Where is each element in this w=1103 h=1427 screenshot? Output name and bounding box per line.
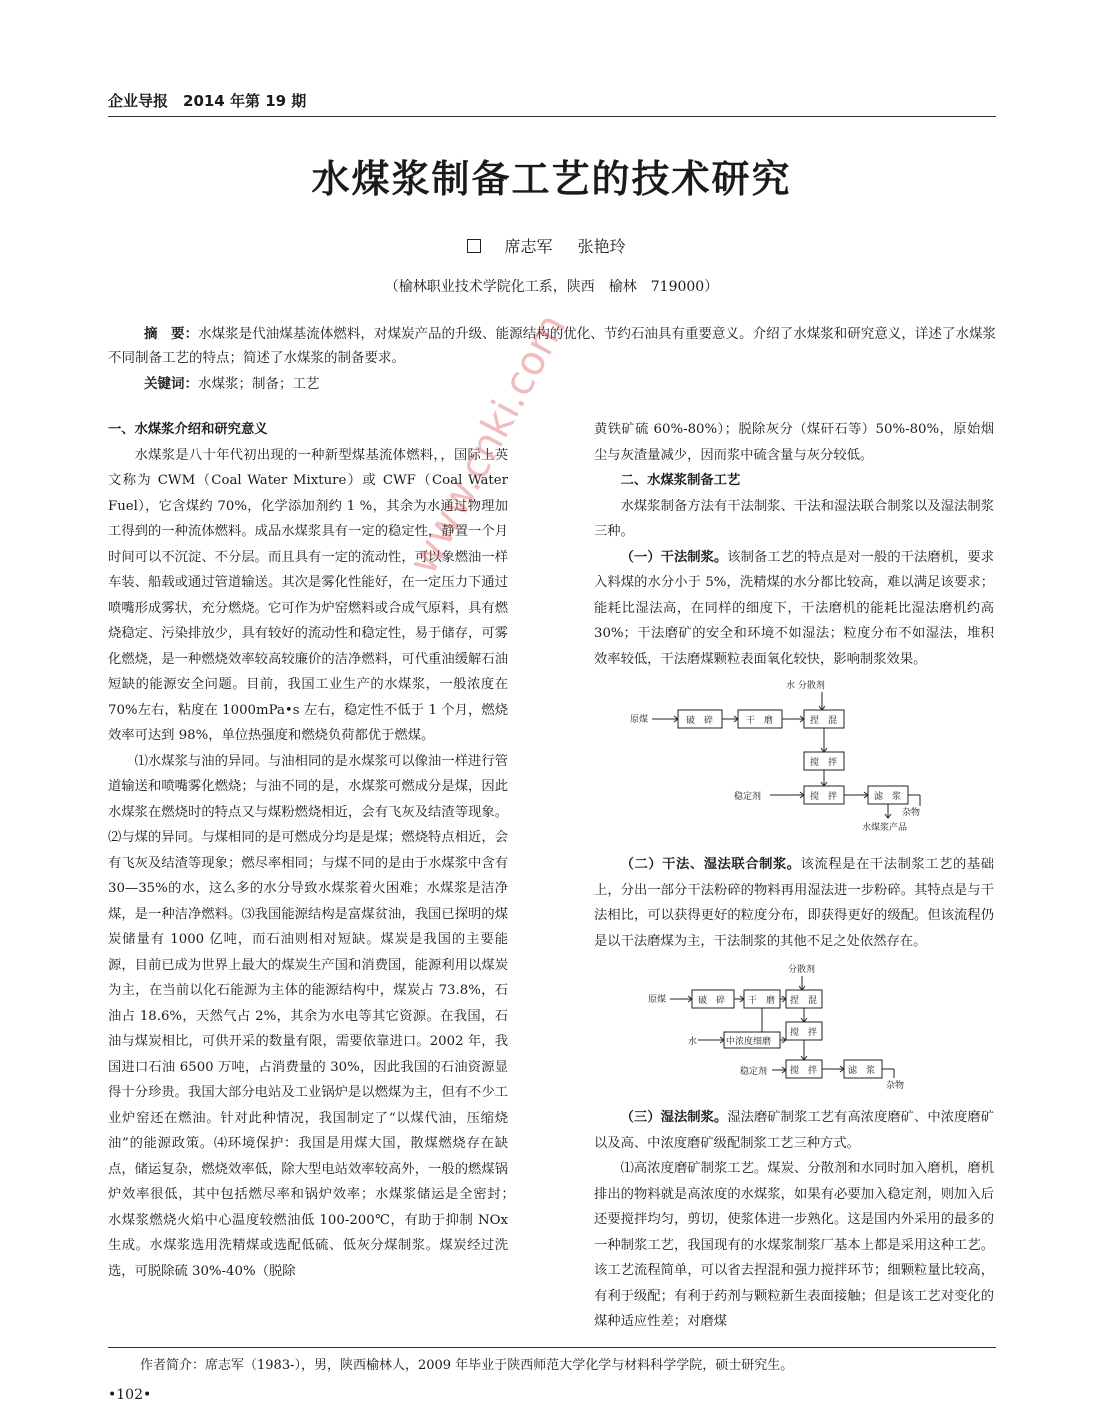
left-column bbox=[108, 417, 522, 1284]
running-head: 企业导报 2014 年第 19 期 bbox=[108, 92, 307, 110]
subheading-dry: （一）干法制浆。 bbox=[620, 549, 728, 565]
fig2-filter-label: 滤 浆 bbox=[848, 1066, 876, 1076]
fig2-water: 水 bbox=[688, 1037, 698, 1047]
fig2-mid-mill-label: 中浓度细磨 bbox=[726, 1037, 772, 1047]
paragraph-text: 该流程是在干法制浆工艺的基础上，分出一部分干法粉碎的物料再用湿法进一步粉碎。其特点是与干法相比，可以获得更好的粒度分布，即获得更好的级配。但该流程仍是以干法磨煤为主，干法制浆的其他不足之处依然存在。 bbox=[594, 857, 995, 949]
paragraph-text: 该制备工艺的特点是对一般的干法磨机，要求入料煤的水分小于 5%，洗精煤的水分都比较高，难以满足该要求；能耗比湿法高，在同样的细度下，干法磨机的能耗比湿法磨机约高 30%；干法磨矿的安全和环境不如湿法；粒度分布不如湿法，堆积效率较低，干法磨煤颗粒表面氧化较快，影响制浆效果。 bbox=[594, 549, 995, 667]
paragraph-text: 湿法磨矿制浆工艺有高浓度磨矿、中浓度磨矿以及高、中浓度磨矿级配制浆工艺三种方式。 bbox=[594, 1110, 995, 1151]
section-heading-1: 一、水煤浆介绍和研究意义 bbox=[108, 422, 268, 437]
fig1-water-dispersant: 水 分散剂 bbox=[786, 681, 825, 691]
paragraph: ⑴高浓度磨矿制浆工艺。煤炭、分散剂和水同时加入磨机，磨机排出的物料就是高浓度的水煤浆，如果有必要加入稳定剂，则加入后还要搅拌均匀，剪切，使浆体进一步熟化。这是国内外采用的最多的一种制浆工艺，我国现有的水煤浆制浆厂基本上都是采用这种工艺。该工艺流程简单，可以省去捏混和强力搅拌环节；细颗粒量比较高，有利于级配；有利于药剂与颗粒新生表面接触；但是该工艺对变化的煤种适应性差；对磨煤 bbox=[594, 1161, 994, 1329]
fig2-stabilizer: 稳定剂 bbox=[740, 1067, 768, 1077]
fig1-stir2-label: 搅 拌 bbox=[810, 792, 838, 802]
keywords-text: 水煤浆；制备；工艺 bbox=[198, 376, 320, 392]
fig1-dry-mill-label: 干 磨 bbox=[746, 716, 774, 726]
paragraph bbox=[594, 545, 994, 673]
author-bio-footnote: 作者简介：席志军（1983-），男，陕西榆林人，2009 年毕业于陕西师范大学化学与材料科学学院，硕士研究生。 bbox=[140, 1358, 794, 1373]
fig2-stir2-label: 搅 拌 bbox=[790, 1066, 818, 1076]
fig1-filter-label: 滤 浆 bbox=[874, 792, 902, 802]
footnote-rule bbox=[108, 1347, 996, 1348]
keywords-label: 关键词： bbox=[144, 376, 198, 392]
affiliation: （榆林职业技术学院化工系，陕西 榆林 719000） bbox=[384, 279, 719, 295]
author-line bbox=[0, 234, 1103, 257]
flowchart-dry-process bbox=[630, 674, 930, 838]
header-rule bbox=[108, 116, 996, 117]
fig2-impurity: 杂物 bbox=[886, 1081, 905, 1091]
paragraph: ⑴水煤浆与油的异同。与油相同的是水煤浆可以像油一样进行管道输送和喷嘴雾化燃烧；与油不同的是，水煤浆可燃成分是煤，因此水煤浆在燃烧时的特点又与煤粉燃烧相近，会有飞灰及结渣等现象。⑵与煤的异同。与煤相同的是可燃成分均是是煤；燃烧特点相近，会有飞灰及结渣等现象；燃尽率相同；与煤不同的是由于水煤浆中含有 30—35%的水，这么多的水分导致水煤浆着火困难；水煤浆是洁净煤，是一种洁净燃料。⑶我国能源结构是富煤贫油，我国已探明的煤炭储量有 1000 亿吨，而石油则相对短缺。煤炭是我国的主要能源，目前已成为世界上最大的煤炭生产国和消费国，能源利用以煤炭为主，在当前以化石能源为主体的能源结构中，煤炭占 73.8%，石油占 18.6%，天然气占 2%，其余为水电等其它资源。在我国，石油与煤炭相比，可供开采的数量有限，需要依靠进口。2002 年，我国进口石油 6500 万吨，占消费量的 30%，因此我国的石油资源显得十分珍贵。我国大部分电站及工业锅炉是以燃煤为主，但有不少工业炉窑还在燃油。针对此种情况，我国制定了“以煤代油，压缩烧油”的能源政策。⑷环境保护：我国是用煤大国，散煤燃烧存在缺点，储运复杂，燃烧效率低，除大型电站效率较高外，一般的燃煤锅炉效率很低，其中包括燃尽率和锅炉效率；水煤浆储运是全密封； 水煤浆燃烧火焰中心温度较燃油低 100-200℃，有助于抑制 NOx 生成。水煤浆选用洗精煤或选配低硫、低灰分煤制浆。煤炭经过洗选，可脱除硫 30%-40%（脱除 bbox=[108, 753, 522, 1279]
fig1-stir1-label: 搅 拌 bbox=[810, 758, 838, 768]
fig2-crush-label: 破 碎 bbox=[698, 996, 726, 1006]
fig2-dispersant: 分散剂 bbox=[788, 965, 816, 975]
page-number: •102• bbox=[108, 1387, 152, 1403]
paragraph bbox=[594, 852, 994, 954]
fig1-knead-label: 捏 混 bbox=[810, 716, 838, 726]
subheading-combined: （二）干法、湿法联合制浆。 bbox=[620, 857, 801, 872]
right-column-bottom bbox=[594, 1105, 994, 1335]
abstract-text: 水煤浆是代油煤基流体燃料，对煤炭产品的升级、能源结构的优化、节约石油具有重要意义。介绍了水煤浆和研究意义，详述了水煤浆不同制备工艺的特点；简述了水煤浆的制备要求。 bbox=[108, 326, 997, 366]
square-icon bbox=[467, 239, 481, 253]
author-2: 张艳玲 bbox=[577, 237, 626, 256]
article-title: 水煤浆制备工艺的技术研究 bbox=[311, 156, 792, 201]
abstract-label: 摘 要： bbox=[144, 326, 199, 342]
fig2-raw-coal: 原煤 bbox=[648, 995, 667, 1005]
flowchart-combined-process bbox=[640, 962, 920, 1096]
fig1-impurity: 杂物 bbox=[902, 808, 921, 818]
abstract bbox=[108, 322, 996, 370]
fig2-knead-label: 捏 混 bbox=[790, 996, 818, 1006]
right-column-middle bbox=[594, 852, 994, 954]
section-heading-2: 二、水煤浆制备工艺 bbox=[620, 473, 741, 488]
right-column-top bbox=[594, 417, 994, 672]
paragraph: 水煤浆是八十年代初出现的一种新型煤基流体燃料，，国际上英文称为 CWM（Coal Water Mixture）或 CWF（Coal Water Fuel），它含煤约 70%，化学添加剂约 1 %，其余为水通过物理加工得到的一种流体燃料。成品水煤浆具有一定的稳定性，静置一个月时间可以不沉淀、不分层。而且具有一定的流动性，可以象燃油一样车装、船载或通过管道输送。其次是雾化性能好，在一定压力下通过喷嘴形成雾状，充分燃烧。它可作为炉窑燃料或合成气原料，具有燃烧稳定、污染排放少，具有较好的流动性和稳定性，易于储存，可雾化燃烧，是一种燃烧效率较高较廉价的洁净燃料，可代重油缓解石油短缺的能源安全问题。目前，我国工业生产的水煤浆，一般浓度在 70%左右，粘度在 1000mPa•s 左右，稳定性不低于 1 个月，燃烧效率可达到 98%，单位热强度和燃烧负荷都优于燃煤。 bbox=[108, 447, 508, 743]
watermark: www.cnki.com bbox=[400, 306, 576, 582]
paragraph: 水煤浆制备方法有干法制浆、干法和湿法联合制浆以及湿法制浆三种。 bbox=[594, 498, 994, 539]
fig1-stabilizer: 稳定剂 bbox=[734, 792, 762, 802]
fig1-raw-coal: 原煤 bbox=[630, 715, 649, 725]
keywords bbox=[144, 372, 320, 392]
subheading-wet: （三）湿法制浆。 bbox=[620, 1110, 728, 1125]
paragraph: 黄铁矿硫 60%-80%）；脱除灰分（煤矸石等）50%-80%，原始烟尘与灰渣量减少，因而浆中硫含量与灰分较低。 bbox=[594, 422, 994, 463]
fig2-dry-mill-label: 干 磨 bbox=[748, 996, 776, 1006]
fig1-product: 水煤浆产品 bbox=[862, 823, 908, 833]
fig2-stir1-label: 搅 拌 bbox=[790, 1028, 818, 1038]
paragraph bbox=[594, 1105, 994, 1156]
author-1: 席志军 bbox=[504, 237, 553, 256]
fig1-crush-label: 破 碎 bbox=[686, 716, 714, 726]
